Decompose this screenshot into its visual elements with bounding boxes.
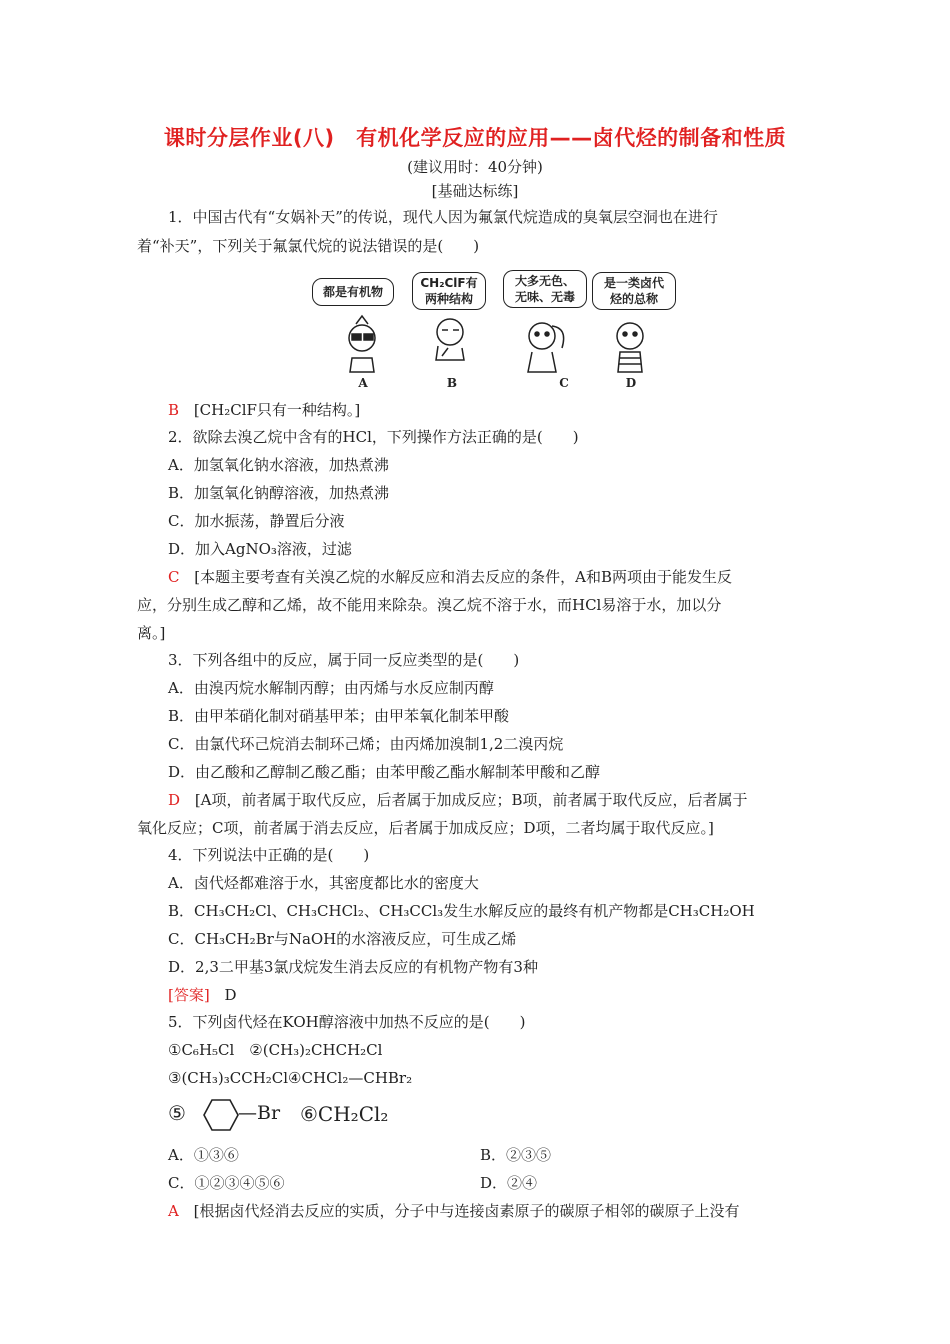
bubble-b-line-2: 两种结构: [424, 292, 473, 306]
q3-option-b: B．由甲苯硝化制对硝基甲苯；由甲苯氧化制苯甲酸: [168, 707, 510, 725]
q5-option-c: C．①②③④⑤⑥: [168, 1174, 285, 1192]
q2-answer-line: [168, 567, 732, 587]
q1-stem-line-2: 着“补天”，下列关于氟氯代烷的说法错误的是( ): [137, 237, 480, 255]
q5-item5-number: ⑤: [168, 1101, 186, 1125]
q3-option-a: A．由溴丙烷水解制丙醇；由丙烯与水反应制丙醇: [168, 679, 494, 697]
q3-answer-line: [168, 790, 748, 810]
q5-items-line-2: ③(CH₃)₃CCH₂Cl④CHCl₂—CHBr₂: [168, 1069, 413, 1087]
q1-explanation: [CH₂ClF只有一种结构。]: [193, 401, 361, 419]
figure-c: [528, 323, 564, 372]
q1-illustration: [300, 268, 685, 396]
q4-stem: 4．下列说法中正确的是( ): [168, 846, 370, 864]
bubble-a-text: 都是有机物: [322, 285, 383, 299]
q2-option-d: D．加入AgNO₃溶液，过滤: [168, 540, 352, 558]
page-title: 课时分层作业(八) 有机化学反应的应用——卤代烃的制备和性质: [163, 126, 787, 150]
figure-label-d: D: [625, 376, 637, 390]
q3-explanation-1: [A项，前者属于取代反应，后者属于加成反应；B项，前者属于取代反应，后者属于: [194, 791, 748, 809]
q5-option-b: B．②③⑤: [480, 1146, 552, 1164]
bubble-c-line-2: 无味、无毒: [514, 290, 575, 304]
q2-explanation-3: 离。]: [137, 624, 166, 642]
q4-option-b: B．CH₃CH₂Cl、CH₃CHCl₂、CH₃CCl₃发生水解反应的最终有机产物都是CH₃CH₂OH: [168, 902, 755, 920]
q2-explanation-1: [本题主要考查有关溴乙烷的水解反应和消去反应的条件，A和B两项由于能发生反: [194, 568, 732, 586]
q4-answer-tag: [答案]: [168, 986, 210, 1004]
q5-option-d: D．②④: [480, 1174, 538, 1192]
figure-a: [349, 316, 375, 372]
q2-option-a: A．加氢氧化钠水溶液，加热煮沸: [168, 456, 389, 474]
q1-answer-line: [168, 400, 360, 420]
q5-answer-line: [168, 1201, 739, 1221]
q2-stem: 2．欲除去溴乙烷中含有的HCl，下列操作方法正确的是( ): [168, 428, 579, 446]
bubble-b-line-1: CH₂ClF有: [420, 276, 478, 290]
q5-items-line-1: ①C₆H₅Cl ②(CH₃)₂CHCH₂Cl: [168, 1041, 383, 1059]
q4-option-c: C．CH₃CH₂Br与NaOH的水溶液反应，可生成乙烯: [168, 930, 517, 948]
q1-stem-line-1: 1．中国古代有“女娲补天”的传说，现代人因为氟氯代烷造成的臭氧层空洞也在进行: [168, 208, 718, 226]
cartoon-figures: [300, 268, 685, 378]
q4-option-d: D．2,3二甲基3氯戊烷发生消去反应的有机物产物有3种: [168, 958, 538, 976]
q3-option-c: C．由氯代环己烷消去制环己烯；由丙烯加溴制1,2二溴丙烷: [168, 735, 564, 753]
q3-explanation-2: 氧化反应；C项，前者属于消去反应，后者属于加成反应；D项，二者均属于取代反应。]: [137, 819, 714, 837]
q2-answer: C: [168, 568, 180, 586]
q4-answer-line: [168, 985, 237, 1005]
q2-explanation-2: 应，分别生成乙醇和乙烯，故不能用来除杂。溴乙烷不溶于水，而HCl易溶于水，加以分: [137, 596, 722, 614]
figure-d: [617, 323, 643, 372]
q5-explanation-1: [根据卤代烃消去反应的实质，分子中与连接卤素原子的碳原子相邻的碳原子上没有: [193, 1202, 740, 1220]
figure-label-c: C: [559, 376, 569, 390]
q2-option-b: B．加氢氧化钠醇溶液，加热煮沸: [168, 484, 390, 502]
figure-label-a: A: [358, 376, 368, 390]
section-heading: [基础达标练]: [431, 182, 519, 200]
q2-option-c: C．加水振荡，静置后分液: [168, 512, 345, 530]
q1-answer: B: [168, 401, 180, 419]
q3-answer: D: [168, 791, 181, 809]
bubble-c-line-1: 大多无色、: [514, 274, 575, 288]
bubble-d-line-2: 烃的总称: [609, 292, 658, 306]
q4-option-a: A．卤代烃都难溶于水，其密度都比水的密度大: [168, 874, 479, 892]
q5-option-a: A．①③⑥: [168, 1146, 239, 1164]
bubble-d-line-1: 是一类卤代: [603, 276, 664, 290]
q5-stem: 5．下列卤代烃在KOH醇溶液中加热不反应的是( ): [168, 1013, 526, 1031]
q5-item6: ⑥CH₂Cl₂: [300, 1102, 389, 1126]
figure-b: [436, 319, 464, 360]
figure-label-b: B: [446, 376, 458, 390]
q5-item5-substituent: —Br: [238, 1102, 281, 1124]
q3-option-d: D．由乙酸和乙醇制乙酸乙酯；由苯甲酸乙酯水解制苯甲酸和乙醇: [168, 763, 601, 781]
q3-stem: 3．下列各组中的反应，属于同一反应类型的是( ): [168, 651, 520, 669]
q4-answer: D: [224, 986, 237, 1004]
q5-answer: A: [168, 1202, 179, 1220]
suggested-time: (建议用时：40分钟): [407, 158, 543, 176]
q5-structure-row: [168, 1095, 468, 1135]
